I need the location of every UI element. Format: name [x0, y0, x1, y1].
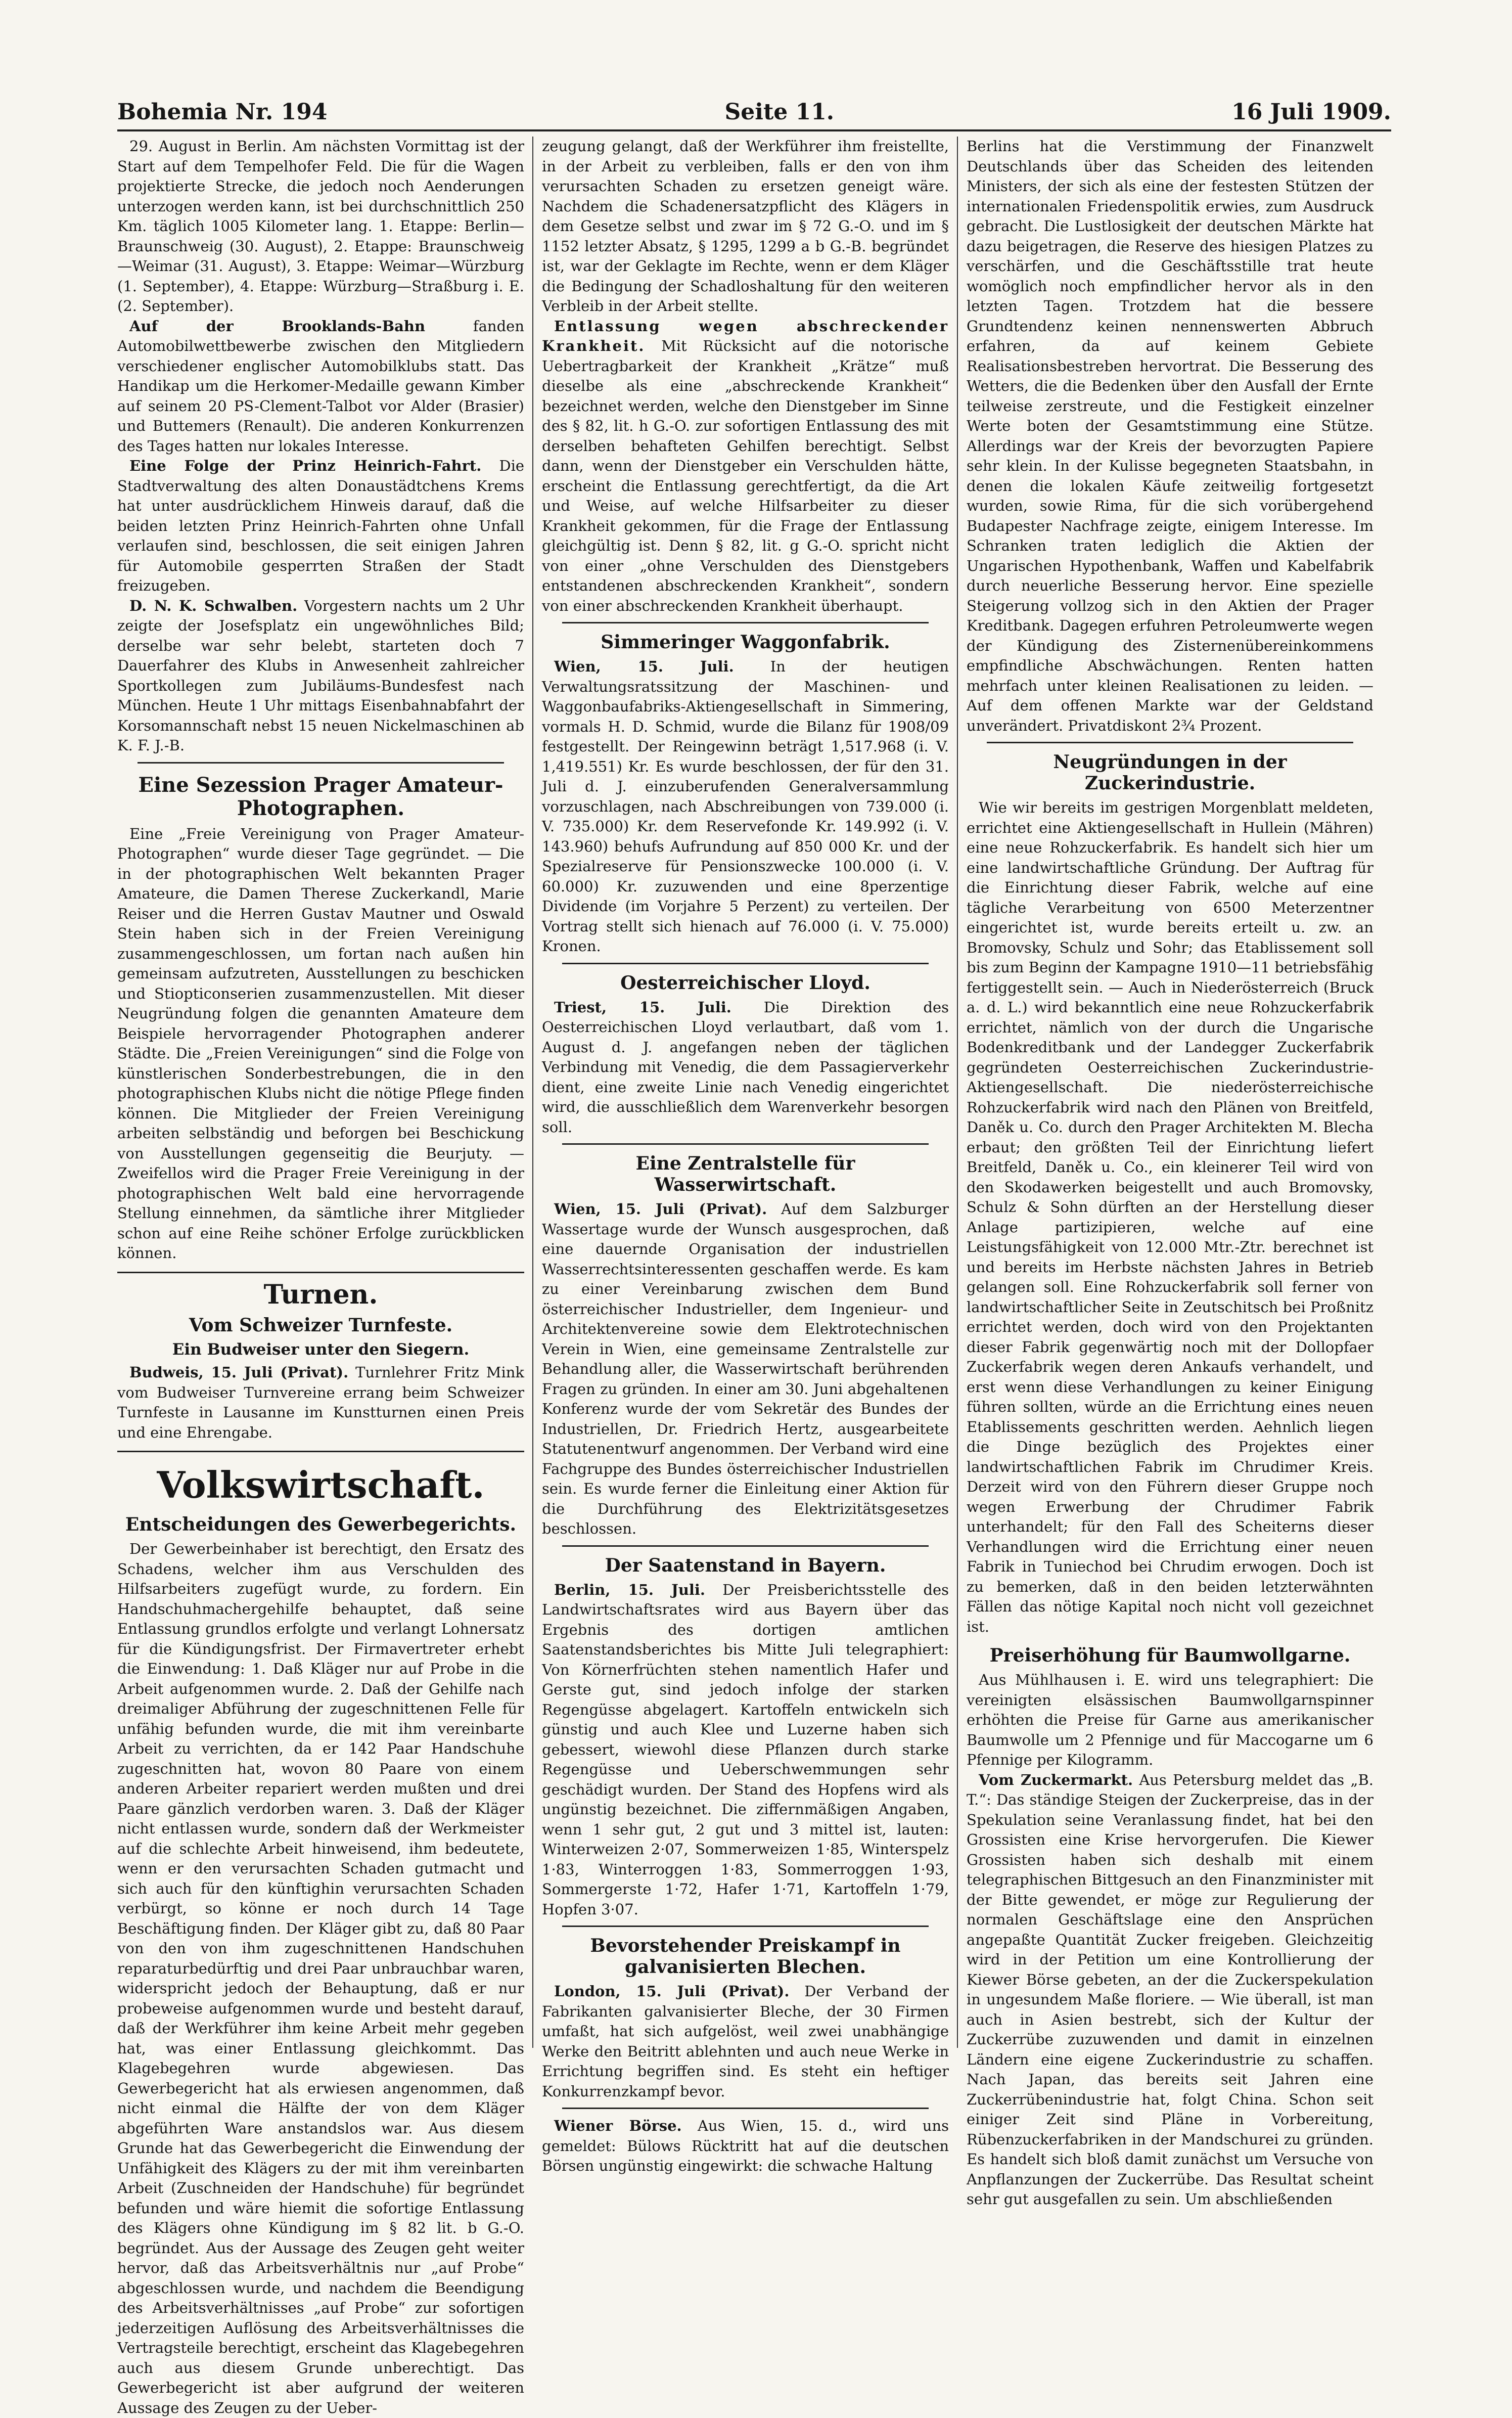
column-1	[117, 137, 525, 2416]
separator-rule	[562, 622, 929, 623]
dateline: Berlin, 15. Juli.	[554, 1581, 706, 1598]
article-heading: Vom Schweizer Turnfeste.	[189, 1314, 453, 1336]
separator-rule	[562, 1143, 929, 1145]
article-paragraph: Triest, 15. Juli. Die Direktion des Oesterreichischen Lloyd verlautbart, daß vom 1. August d. J. angefangen neben der täglichen Verbindung mit Venedig, die dem Passagierverkehr dient, eine zweite Linie nach Venedig eingerichtet wird, die ausschließlich dem Warenverkehr besorgen soll.	[542, 998, 949, 1136]
article-paragraph: Der Gewerbeinhaber ist berechtigt, den Ersatz des Schadens, welcher ihm aus Verschulden des Hilfsarbeiters zugefügt wurde, zu fordern. Ein Handschuhmachergehilfe behauptet, daß seine Entlassung grundlos erfolgte und verlangt Lohnersatz für die Kündigungsfrist. Der Firmavertreter erhebt die Einwendung: 1. Daß Kläger nur auf Probe in die Arbeit aufgenommen wurde. 2. Daß der Gehilfe nach dreimaliger Abführung der zugeschnittenen Felle für unfähig befunden wurde, die mit ihm vereinbarte Arbeit zu verrichten, da er 142 Paar Handschuhe zugeschnitten hat, wovon 80 Paare von einem anderen Arbeiter repariert werden mußten und drei Paare gänzlich verdorben waren. 3. Daß der Kläger nicht entlassen wurde, sondern daß der Werkmeister auf die schlechte Arbeit hinweisend, ihm bedeutete, wenn er den verursachten Schaden gutmacht und sich auch für den künftighin verursachten Schaden verbürgt, so könne er noch durch 14 Tage Beschäftigung finden. Der Kläger gibt zu, daß 80 Paar von den von ihm zugeschnittenen Handschuhen reparaturbedürftig und drei Paar unbrauchbar waren, widerspricht jedoch der Behauptung, daß er nur probeweise aufgenommen wurde und besteht darauf, daß der Werkführer ihm keine Arbeit mehr gegeben hat, was einer Entlassung gleichkommt. Das Klagebegehren wurde abgewiesen. Das Gewerbegericht hat als erwiesen angenommen, daß nicht einmal die Hälfte der von dem Kläger abgeführten Ware anstandslos war. Aus diesem Grunde hat das Gewerbegericht die Einwendung der Unfähigkeit des Klägers zu der mit ihm vereinbarten Arbeit (Zuschneiden der Handschuhe) für begründet befunden und wäre hiemit die sofortige Entlassung des Klägers ohne Kündigung im § 82 lit. b G.-O. begründet. Aus der Aussage des Zeugen geht weiter hervor, daß das Arbeitsverhältnis nur „auf Probe“ abgeschlossen wurde, und nachdem die Beendigung des Arbeitsverhältnisses „auf Probe“ zur sofortigen jederzeitigen Auflösung des Arbeitsverhältnisses die Vertragsteile berechtigt, erscheint das Klagebegehren auch aus diesem Grunde unberechtigt. Das Gewerbegericht ist aber aufgrund der weiteren Aussage des Zeugen zu der Ueber-	[117, 1540, 524, 2416]
article-paragraph: Wiener Börse. Aus Wien, 15. d., wird uns gemeldet: Bülows Rücktritt hat auf die deutschen Börsen ungünstig eingewirkt: die schwache Haltung	[542, 2117, 949, 2174]
section-heading: Eine Sezession Prager Amateur-Photographen.	[138, 773, 503, 820]
run-in-heading: D. N. K. Schwalben.	[129, 597, 298, 614]
article-heading: Simmeringer Waggonfabrik.	[601, 632, 890, 653]
separator-rule	[138, 762, 504, 764]
article-paragraph: London, 15. Juli (Privat). Der Verband der Fabrikanten galvanisierter Bleche, der 30 Firmen umfaßt, hat sich aufgelöst, weil zwei unabhängige Werke den Beitritt ablehnten und auch neue Werke in Errichtung begriffen sind. Es steht ein heftiger Konkurrenzkampf bevor.	[542, 1983, 949, 2100]
article-paragraph: Berlins hat die Verstimmung der Finanzwelt Deutschlands über das Scheiden des leitenden Ministers, der sich als eine der festesten Stützen der internationalen Friedenspolitik erwies, zum Ausdruck gebracht. Die Lustlosigkeit der deutschen Märkte hat dazu beigetragen, die Reserve des hiesigen Platzes zu verschärfen, und die Geschäftsstille trat heute womöglich noch empfindlicher hervor als in den letzten Tagen. Trotzdem hat die bessere Grundtendenz keinen nennenswerten Abbruch erfahren, da auf keinem Gebiete Realisationsbestreben hervortrat. Die Besserung des Wetters, die die Bedenken über den Ausfall der Ernte teilweise zerstreute, und die Festigkeit einzelner Werte boten der Gesamtstimmung eine Stütze. Allerdings war der Kreis der bevorzugten Papiere sehr klein. In der Kulisse begegneten Staatsbahn, in denen die lokalen Käufe zeitweilig fortgesetzt wurden, sowie Rima, für die sich vorübergehend Budapester Nachfrage zeigte, einigem Interesse. Im Schranken traten lediglich die Aktien der Ungarischen Hypothenbank, Waffen und Kabelfabrik durch neuerliche Besserung hervor. Eine spezielle Steigerung vollzog sich in den Aktien der Prager Kreditbank. Dagegen erfuhren Petroleumwerte wegen der Kündigung des Zisternenübereinkommens empfindliche Abschwächungen. Renten hatten mehrfach unter kleinen Realisationen zu leiden. — Auf dem offenen Markte war der Geldstand unverändert. Privatdiskont 2¾ Prozent.	[967, 138, 1373, 734]
article-paragraph: Auf der Brooklands-Bahn fanden Automobilwettbewerbe zwischen den Mitgliedern verschiedener englischer Automobilklubs statt. Das Handikap um die Herkomer-Medaille gewann Kimber auf seinem 20 PS-Clement-Talbot vor Alder (Brasier) und Buttemers (Renault). Die anderen Konkurrenzen des Tages hatten nur lokales Interesse.	[117, 317, 524, 455]
article-heading: Preiserhöhung für Baumwollgarne.	[989, 1645, 1351, 1666]
article-paragraph: Aus Mühlhausen i. E. wird uns telegraphiert: Die vereinigten elsässischen Baumwollgarnspinner erhöhten die Preise für Garne aus amerikanischer Baumwolle um 2 Pfennige und für Maccogarne um 6 Pfennige per Kilogramm.	[967, 1671, 1373, 1768]
separator-rule	[562, 1926, 929, 1927]
dateline: Budweis, 15. Juli (Privat).	[129, 1364, 349, 1381]
column-divider	[957, 137, 958, 2048]
header-issue: Bohemia Nr. 194	[117, 99, 328, 125]
separator-rule	[117, 1272, 524, 1273]
article-paragraph: Eine Folge der Prinz Heinrich-Fahrt. Die Stadtverwaltung des alten Donaustädtchens Krems hat unter ausdrücklichem Hinweis darauf, daß die beiden letzten Prinz Heinrich-Fahrten ohne Unfall verlaufen sind, beschlossen, die seit einigen Jahren für Automobile gesperrten Straßen der Stadt freizugeben.	[117, 457, 525, 594]
article-paragraph: Wien, 15. Juli (Privat). Auf dem Salzburger Wassertage wurde der Wunsch ausgesprochen, daß eine dauernde Organisation der industriellen Wasserrechtsinteressenten geschaffen werde. Es kam zu einer Vereinbarung zwischen dem Bund österreichischer Industrieller, dem Ingenieur- und Architektenvereine sowie dem Elektrotechnischen Verein in Wien, eine gemeinsame Zentralstelle zur Behandlung aller, die Wasserwirtschaft berührenden Fragen zu gründen. In einer am 30. Juni abgehaltenen Konferenz wurde der vom Sekretär des Bundes der Industriellen, Dr. Friedrich Hertz, ausgearbeitete Statutenentwurf angenommen. Der Verband wird eine Fachgruppe des Bundes österreichischer Industriellen sein. Es wurde ferner die Einleitung einer Aktion für die Durchführung des Elektrizitätsgesetzes beschlossen.	[542, 1200, 949, 1537]
dateline: London, 15. Juli (Privat).	[554, 1983, 790, 2000]
run-in-heading: Entlassung wegen abschreckender Krankheit.	[542, 317, 949, 354]
dateline: Wien, 15. Juli (Privat).	[554, 1200, 767, 1218]
header-page-number: Seite 11.	[724, 99, 835, 125]
run-in-heading: Wiener Börse.	[554, 2117, 682, 2134]
column-divider	[532, 137, 533, 2048]
article-paragraph: Berlin, 15. Juli. Der Preisberichtsstelle des Landwirtschaftsrates wird aus Bayern über das Ergebnis des dortigen amtlichen Saatenstandsberichtes bis Mitte Juli telegraphiert: Von Körnerfrüchten stehen namentlich Hafer und Gerste gut, sind jedoch infolge der starken Regengüsse abgelagert. Kartoffeln entwickeln sich günstig und auch Klee und Luzerne haben sich gebessert, wiewohl diese Pflanzen durch starke Regengüsse und Ueberschwemmungen sehr geschädigt wurden. Der Stand des Hopfens wird als ungünstig bezeichnet. Die ziffernmäßigen Angaben, wenn 1 sehr gut, 2 gut und 3 mittel ist, lauten: Winterweizen 2·07, Sommerweizen 1·85, Winterspelz 1·83, Winterroggen 1·83, Sommerroggen 1·93, Sommergerste 1·72, Hafer 1·71, Kartoffeln 1·79, Hopfen 3·07.	[542, 1581, 949, 1918]
article-heading: Oesterreichischer Lloyd.	[620, 972, 870, 994]
article-paragraph: Entlassung wegen abschreckender Krankheit. Mit Rücksicht auf die notorische Uebertragbarkeit der Krankheit „Krätze“ muß dieselbe als eine „abschreckende Krankheit“ bezeichnet werden, welche den Dienstgeber im Sinne des § 82, lit. h G.-O. zur sofortigen Entlassung des mit derselben behafteten Gehilfen berechtigt. Selbst dann, wenn der Dienstgeber ein Verschulden hätte, erscheint die Entlassung gerechtfertigt, da die Art und Weise, auf welche Hilfsarbeiter zu dieser Krankheit gekommen, für die Frage der Entlassung gleichgültig ist. Denn § 82, lit. g G.-O. spricht nicht von einer „ohne Verschulden des Dienstgebers entstandenen abschreckenden Krankheit“, sondern von einer abschreckenden Krankheit überhaupt.	[542, 317, 949, 614]
article-paragraph: 29. August in Berlin. Am nächsten Vormittag ist der Start auf dem Tempelhofer Feld. Die für die Wagen projektierte Strecke, die jedoch noch Aenderungen unterzogen werden kann, ist bei durchschnittlich 250 Km. täglich 1005 Kilometer lang. 1. Etappe: Berlin—Braunschweig (30. August), 2. Etappe: Braunschweig—Weimar (31. August), 3. Etappe: Weimar—Würzburg (1. September), 4. Etappe: Würzburg—Straßburg i. E. (2. September).	[117, 138, 524, 315]
page-header	[117, 94, 1391, 131]
separator-rule	[562, 2108, 929, 2109]
column-3	[967, 137, 1373, 2208]
article-paragraph: zeugung gelangt, daß der Werkführer ihm freistellte, in der Arbeit zu verbleiben, falls er den von ihm verursachten Schaden zu ersetzen geneigt wäre. Nachdem die Schadenersatzpflicht des Klägers in dem Gesetze selbst und zwar im § 72 G.-O. und im § 1152 letzter Absatz, § 1295, 1299 a b G.-B. begründet ist, war der Geklagte im Rechte, wenn er dem Kläger die Bedingung der Schadloshaltung für den weiteren Verbleib in der Arbeit stellte.	[542, 138, 949, 315]
header-date: 16 Juli 1909.	[1231, 99, 1391, 125]
dateline: Wien, 15. Juli.	[554, 658, 734, 675]
section-title: Volkswirtschaft.	[157, 1463, 485, 1506]
article-heading: Eine Zentralstelle für Wasserwirtschaft.	[635, 1153, 855, 1195]
article-paragraph: Wie wir bereits im gestrigen Morgenblatt meldeten, errichtet eine Aktiengesellschaft in Hullein (Mähren) eine neue Rohzuckerfabrik. Es handelt sich hier um eine landwirtschaftliche Gründung. Der Auftrag für die Einrichtung dieser Fabrik, welche auf eine tägliche Verarbeitung von 6500 Meterzentner eingerichtet ist, wurde bereits erteilt u. zw. an Bromovsky, Schulz und Sohr; das Etablissement soll bis zum Beginn der Kampagne 1910—11 betriebsfähig fertiggestellt sein. — Auch in Niederösterreich (Bruck a. d. L.) wird bekanntlich eine neue Rohzuckerfabrik errichtet, nämlich von der durch die Ungarische Bodenkreditbank und der Landegger Zuckerfabrik gegründeten Oesterreichischen Zuckerindustrie-Aktiengesellschaft. Die niederösterreichische Rohzuckerfabrik wird nach den Plänen von Breitfeld, Daněk u. Co. durch den Prager Architekten M. Blecha erbaut; den größten Teil der Einrichtung liefert Breitfeld, Daněk u. Co., ein kleinerer Teil wird von den Skodawerken beigestellt und auch Bromovsky, Schulz & Sohn dürften an der Herstellung dieser Anlage partizipieren, welche auf eine Leistungsfähigkeit von 12.000 Mtr.-Ztr. berechnet ist und bereits im Herbste nächsten Jahres in Betrieb gelangen soll. Eine Rohzuckerfabrik soll ferner von landwirtschaftlicher Seite in Zeutschitsch bei Proßnitz errichtet werden, doch wird von den Projektanten dieser Fabrik gegenwärtig noch mit der Dollopfaer Zuckerfabrik wegen deren Ankaufs verhandelt, und erst wenn diese Verhandlungen zu keiner Einigung führen sollten, würde an die Errichtung eines neuen Etablissements geschritten werden. Aehnlich liegen die Dinge bezüglich des Projektes einer landwirtschaftlichen Fabrik im Chrudimer Kreis. Derzeit wird von den Führern dieser Gruppe noch wegen Erwerbung der Chrudimer Fabrik unterhandelt; für den Fall des Scheiterns dieser Verhandlungen wird die Errichtung einer neuen Fabrik in Tuniechod bei Chrudim erwogen. Doch ist zu bemerken, daß in den beiden letzterwähnten Fällen das nötige Kapital noch nicht voll gezeichnet ist.	[967, 799, 1373, 1635]
column-2	[542, 137, 949, 2174]
article-heading: Bevorstehender Preiskampf in galvanisierten Blechen.	[590, 1935, 901, 1978]
section-heading: Turnen.	[263, 1279, 378, 1310]
dateline: Triest, 15. Juli.	[554, 998, 731, 1016]
run-in-heading: Auf der Brooklands-Bahn	[129, 317, 426, 335]
article-paragraph: Vom Zuckermarkt. Aus Petersburg meldet das „B. T.“: Das ständige Steigen der Zuckerpreise, das in der Spekulation seine Veranlassung findet, hat bei den Grossisten eine Krise hervorgerufen. Die Kiewer Grossisten haben sich deshalb mit einem telegraphischen Bittgesuch an den Finanzminister mit der Bitte gewendet, er möge zur Regulierung der normalen Geschäftslage eine den Ansprüchen angepaßte Quantität Zucker freigeben. Gleichzeitig wird in der Petition um eine Kontrollierung der Kiewer Börse gebeten, an der die Zuckerspekulation in ungesundem Maße floriere. — Wie überall, ist man auch in Asien bestrebt, sich der Kultur der Zuckerrübe zuzuwenden und damit in einzelnen Ländern eine eigene Zuckerindustrie zu schaffen. Nach Japan, das bereits seit Jahren eine Zuckerrübenindustrie hat, folgt China. Schon seit einiger Zeit sind Pläne in Vorbereitung, Rübenzuckerfabriken in der Mandschurei zu gründen. Es handelt sich bloß damit zunächst um Versuche von Anpflanzungen der Zuckerrübe. Das Resultat scheint sehr gut ausgefallen zu sein. Um abschließenden	[967, 1771, 1373, 2208]
separator-rule	[562, 963, 929, 964]
article-paragraph: Eine „Freie Vereinigung von Prager Amateur-Photographen“ wurde dieser Tage gegründet. — Die in der photographischen Welt bekannten Prager Amateure, die Damen Therese Zuckerkandl, Marie Reiser und die Herren Gustav Mautner und Oswald Stein haben sich in der Freien Vereinigung zusammengeschlossen, um fortan nach außen hin gemeinsam aufzutreten, Ausstellungen zu beschicken und Stiopticonserien zusammenzustellen. Mit dieser Neugründung folgen die genannten Amateure dem Beispiele hervorragender Photographen anderer Städte. Die „Freien Vereinigungen“ sind die Folge von künstlerischen Sonderbestrebungen, die in den photographischen Klubs nicht die nötige Pflege finden können. Die Mitglieder der Freien Vereinigung arbeiten selbständig und beforgen bei Beschickung von Ausstellungen gegenseitig die Beurjuty. — Zweifellos wird die Prager Freie Vereinigung in der photographischen Welt bald eine hervorragende Stellung einnehmen, da sämtliche ihrer Mitglieder schon auf eine Reihe schöner Erfolge zurückblicken können.	[117, 825, 524, 1262]
article-heading: Entscheidungen des Gewerbegerichts.	[125, 1514, 517, 1535]
article-paragraph: Wien, 15. Juli. In der heutigen Verwaltungsratssitzung der Maschinen- und Waggonbaufabriks-Aktiengesellschaft in Simmering, vormals H. D. Schmid, wurde die Bilanz für 1908/09 festgestellt. Der Reingewinn beträgt 1,517.968 (i. V. 1,419.551) Kr. Es wurde beschlossen, der für den 31. Juli d. J. einzuberufenden Generalversammlung vorzuschlagen, nach Abschreibungen von 739.000 (i. V. 735.000) Kr. dem Reservefonde Kr. 149.992 (i. V. 143.960) behufs Aufrundung auf 850 000 Kr. und der Spezialreserve für Pensionszwecke 100.000 (i. V. 60.000) Kr. zuzuwenden und eine 8perzentige Dividende (im Vorjahre 5 Perzent) zu verteilen. Der Vortrag stellt sich hienach auf 76.000 (i. V. 75.000) Kronen.	[542, 658, 949, 955]
article-heading: Neugründungen in der Zuckerindustrie.	[1053, 751, 1287, 794]
article-paragraph: D. N. K. Schwalben. Vorgestern nachts um 2 Uhr zeigte der Josefsplatz ein ungewöhnliches Bild; derselbe war sehr belebt, starteten doch 7 Dauerfahrer des Klubs in Anwesenheit zahlreicher Sportkollegen zum Jubiläums-Bundesfest nach München. Heute 1 Uhr mittags Eisenbahnabfahrt der Korsomannschaft nebst 15 neuen Nickelmaschinen ab K. F. J.-B.	[117, 597, 524, 754]
separator-rule	[562, 1545, 929, 1547]
run-in-heading: Vom Zuckermarkt.	[979, 1771, 1133, 1788]
article-subheading: Ein Budweiser unter den Siegern.	[172, 1340, 470, 1359]
separator-rule	[987, 742, 1353, 743]
article-heading: Der Saatenstand in Bayern.	[605, 1554, 886, 1576]
separator-rule	[117, 1451, 524, 1452]
run-in-heading: Eine Folge der Prinz Heinrich-Fahrt.	[129, 457, 482, 474]
article-paragraph: Budweis, 15. Juli (Privat). Turnlehrer Fritz Mink vom Budweiser Turnvereine errang beim Schweizer Turnfeste in Lausanne im Kunstturnen einen Preis und eine Ehrengabe.	[117, 1364, 524, 1441]
